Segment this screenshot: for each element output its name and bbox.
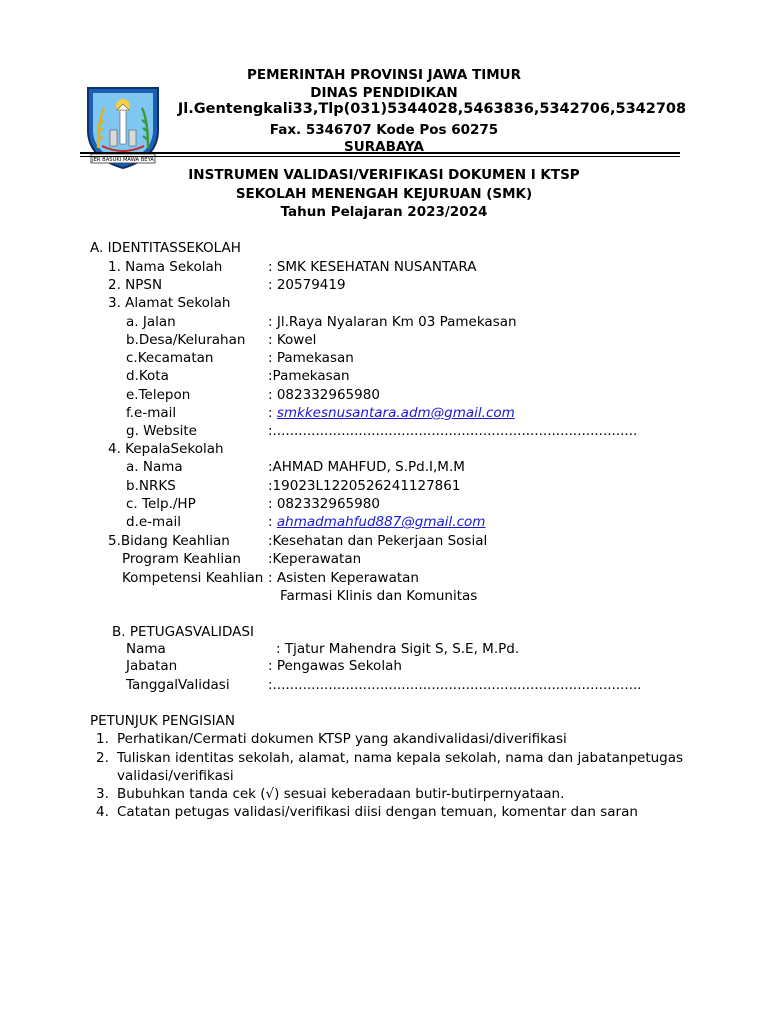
- tanggal-label: TanggalValidasi: [126, 677, 230, 693]
- kepala-nrks-value: :19023L1220526241127861: [268, 478, 461, 494]
- kepala-label: 4. KepalaSekolah: [108, 441, 224, 457]
- document-year: Tahun Pelajaran 2023/2024: [280, 204, 488, 220]
- alamat-label: 3. Alamat Sekolah: [108, 295, 231, 311]
- tanggal-value: :......................................................................................: [268, 677, 642, 693]
- petunjuk-text-2: Tuliskan identitas sekolah, alamat, nama kepala sekolah, nama dan jabatanpetugas validasi/verifikasi: [117, 750, 684, 784]
- nama-sekolah-label: 1. Nama Sekolah: [108, 259, 223, 275]
- telepon-label: e.Telepon: [126, 387, 191, 403]
- kecamatan-value: : Pamekasan: [268, 350, 354, 366]
- petunjuk-num-3: 3.: [96, 786, 109, 802]
- bidang-label: 5.Bidang Keahlian: [108, 533, 230, 549]
- petunjuk-text-4: Catatan petugas validasi/verifikasi diisi dengan temuan, komentar dan saran: [117, 804, 638, 820]
- kepala-email-link[interactable]: ahmadmahfud887@gmail.com: [276, 514, 486, 530]
- kota-value: :Pamekasan: [268, 368, 350, 384]
- letterhead-address: Jl.Gentengkali33,Tlp(031)5344028,5463836,5342706,5342708: [177, 101, 687, 117]
- npsn-label: 2. NPSN: [108, 277, 163, 293]
- kompetensi-value: : Asisten Keperawatan: [268, 570, 419, 586]
- kepala-nama-label: a. Nama: [126, 459, 183, 475]
- kecamatan-label: c.Kecamatan: [126, 350, 214, 366]
- section-b-heading: B. PETUGASVALIDASI: [112, 624, 254, 640]
- petunjuk-num-4: 4.: [96, 804, 109, 820]
- jalan-label: a. Jalan: [126, 314, 176, 330]
- nama-sekolah-value: : SMK KESEHATAN NUSANTARA: [268, 259, 477, 275]
- kepala-nama-value: :AHMAD MAHFUD, S.Pd.I,M.M: [268, 459, 465, 475]
- logo-ribbon-text: JER BASUKI MAWA BEYA: [92, 157, 154, 163]
- kepala-telp-label: c. Telp./HP: [126, 496, 196, 512]
- petunjuk-text-3: Bubuhkan tanda cek (√) sesuai keberadaan butir-butirpernyataan.: [117, 786, 565, 802]
- letterhead-rule-thin: [80, 156, 680, 157]
- letterhead-line1: PEMERINTAH PROVINSI JAWA TIMUR: [246, 67, 522, 83]
- school-email-link[interactable]: smkkesnusantara.adm@gmail.com: [276, 405, 515, 421]
- letterhead-line2: DINAS PENDIDIKAN: [310, 85, 458, 101]
- kompetensi-label: Kompetensi Keahlian: [122, 570, 264, 586]
- document-title: INSTRUMEN VALIDASI/VERIFIKASI DOKUMEN I KTSP: [188, 167, 580, 183]
- petunjuk-text-1: Perhatikan/Cermati dokumen KTSP yang akandivalidasi/diverifikasi: [117, 731, 567, 747]
- desa-value: : Kowel: [268, 332, 317, 348]
- kepala-email-label: d.e-mail: [126, 514, 181, 530]
- kepala-nrks-label: b.NRKS: [126, 478, 176, 494]
- letterhead-city: SURABAYA: [344, 139, 424, 155]
- petunjuk-num-1: 1.: [96, 731, 109, 747]
- kepala-email-row: [268, 513, 485, 531]
- letterhead-rule: [80, 152, 680, 154]
- letterhead-fax: Fax. 5346707 Kode Pos 60275: [269, 122, 499, 138]
- document-subtitle: SEKOLAH MENENGAH KEJURUAN (SMK): [235, 186, 533, 202]
- kepala-email-colon: :: [268, 514, 273, 530]
- section-a-heading: A. IDENTITASSEKOLAH: [90, 240, 241, 256]
- jabatan-value: : Pengawas Sekolah: [268, 658, 402, 674]
- bidang-value: :Kesehatan dan Pekerjaan Sosial: [268, 533, 488, 549]
- email-row: [268, 404, 515, 422]
- petugas-nama-label: Nama: [126, 641, 166, 657]
- email-colon: :: [268, 405, 273, 421]
- petunjuk-num-2: 2.: [96, 750, 109, 766]
- npsn-value: : 20579419: [268, 277, 346, 293]
- jabatan-label: Jabatan: [126, 658, 178, 674]
- kepala-telp-value: : 082332965980: [268, 496, 380, 512]
- kompetensi-value-2: Farmasi Klinis dan Komunitas: [280, 588, 478, 604]
- desa-label: b.Desa/Kelurahan: [126, 332, 246, 348]
- kota-label: d.Kota: [126, 368, 169, 384]
- program-value: :Keperawatan: [268, 551, 362, 567]
- website-value: :.....................................................................................: [268, 423, 638, 439]
- website-label: g. Website: [126, 423, 197, 439]
- email-label: f.e-mail: [126, 405, 177, 421]
- jalan-value: : Jl.Raya Nyalaran Km 03 Pamekasan: [268, 314, 517, 330]
- program-label: Program Keahlian: [122, 551, 241, 567]
- petugas-nama-value: : Tjatur Mahendra Sigit S, S.E, M.Pd.: [276, 641, 520, 657]
- telepon-value: : 082332965980: [268, 387, 380, 403]
- petunjuk-heading: PETUNJUK PENGISIAN: [90, 713, 235, 729]
